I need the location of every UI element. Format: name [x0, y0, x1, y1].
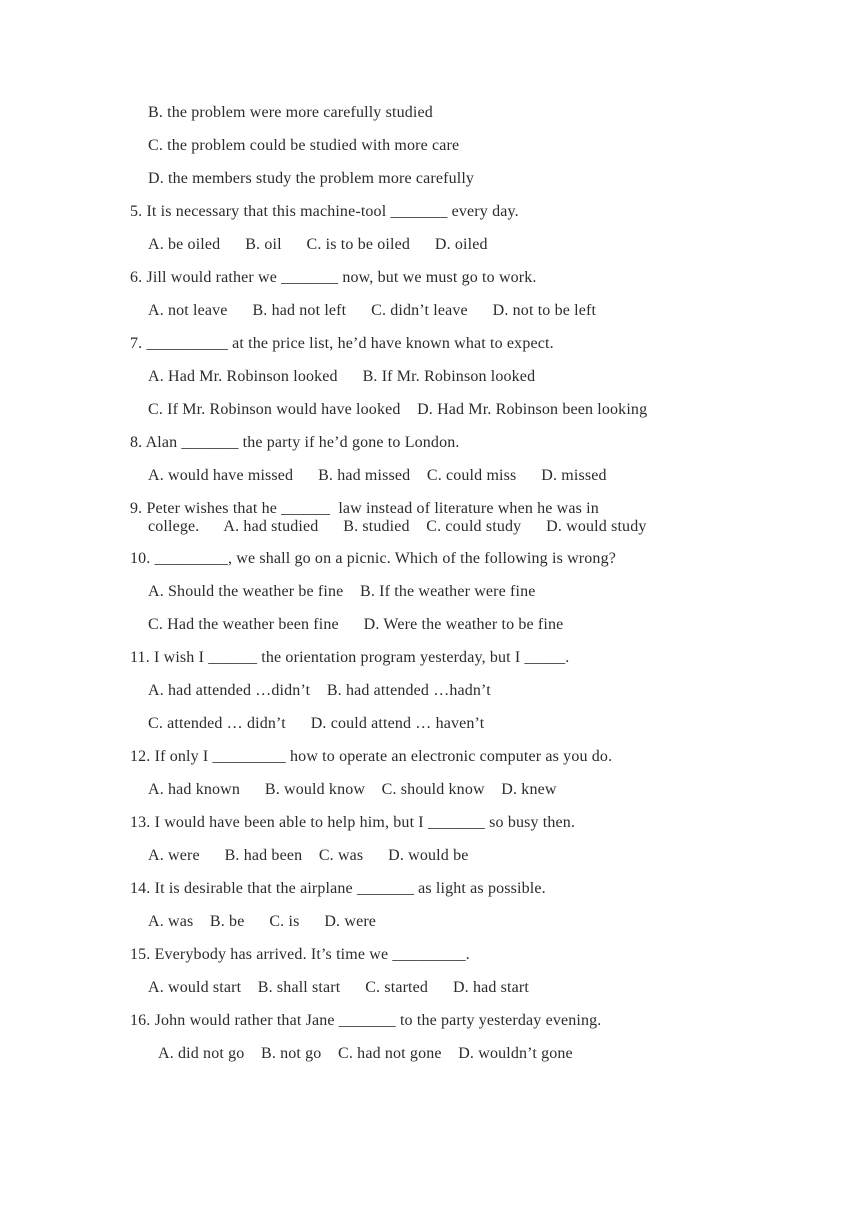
question-10: 10. _________, we shall go on a picnic. Which of the following is wrong?: [130, 550, 616, 567]
question-6: 6. Jill would rather we _______ now, but we must go to work.: [130, 269, 537, 286]
question-11: 11. I wish I ______ the orientation program yesterday, but I _____.: [130, 649, 570, 666]
options-7a: A. Had Mr. Robinson looked B. If Mr. Robinson looked: [148, 368, 536, 385]
options-8: A. would have missed B. had missed C. could miss D. missed: [148, 467, 607, 484]
options-5: A. be oiled B. oil C. is to be oiled D. oiled: [148, 236, 488, 253]
question-9: 9. Peter wishes that he ______ law instead of literature when he was in: [130, 500, 599, 517]
question-16: 16. John would rather that Jane _______ to the party yesterday evening.: [130, 1012, 602, 1029]
options-10a: A. Should the weather be fine B. If the weather were fine: [148, 583, 536, 600]
question-13: 13. I would have been able to help him, but I _______ so busy then.: [130, 814, 576, 831]
question-15: 15. Everybody has arrived. It’s time we _________.: [130, 946, 470, 963]
options-11a: A. had attended …didn’t B. had attended …hadn’t: [148, 682, 491, 699]
question-7: 7. __________ at the price list, he’d have known what to expect.: [130, 335, 554, 352]
option-line: B. the problem were more carefully studied: [148, 104, 433, 121]
option-line: C. the problem could be studied with more care: [148, 137, 460, 154]
question-12: 12. If only I _________ how to operate an electronic computer as you do.: [130, 748, 613, 765]
options-9: college. A. had studied B. studied C. could study D. would study: [148, 518, 647, 535]
options-15: A. would start B. shall start C. started D. had start: [148, 979, 529, 996]
options-10b: C. Had the weather been fine D. Were the weather to be fine: [148, 616, 564, 633]
question-8: 8. Alan _______ the party if he’d gone to London.: [130, 434, 460, 451]
options-11b: C. attended … didn’t D. could attend … haven’t: [148, 715, 485, 732]
options-12: A. had known B. would know C. should know D. knew: [148, 781, 557, 798]
question-5: 5. It is necessary that this machine-tool _______ every day.: [130, 203, 519, 220]
options-13: A. were B. had been C. was D. would be: [148, 847, 469, 864]
options-7b: C. If Mr. Robinson would have looked D. Had Mr. Robinson been looking: [148, 401, 648, 418]
options-6: A. not leave B. had not left C. didn’t leave D. not to be left: [148, 302, 597, 319]
options-16: A. did not go B. not go C. had not gone D. wouldn’t gone: [158, 1045, 573, 1062]
options-14: A. was B. be C. is D. were: [148, 913, 377, 930]
option-line: D. the members study the problem more carefully: [148, 170, 475, 187]
question-14: 14. It is desirable that the airplane _______ as light as possible.: [130, 880, 546, 897]
